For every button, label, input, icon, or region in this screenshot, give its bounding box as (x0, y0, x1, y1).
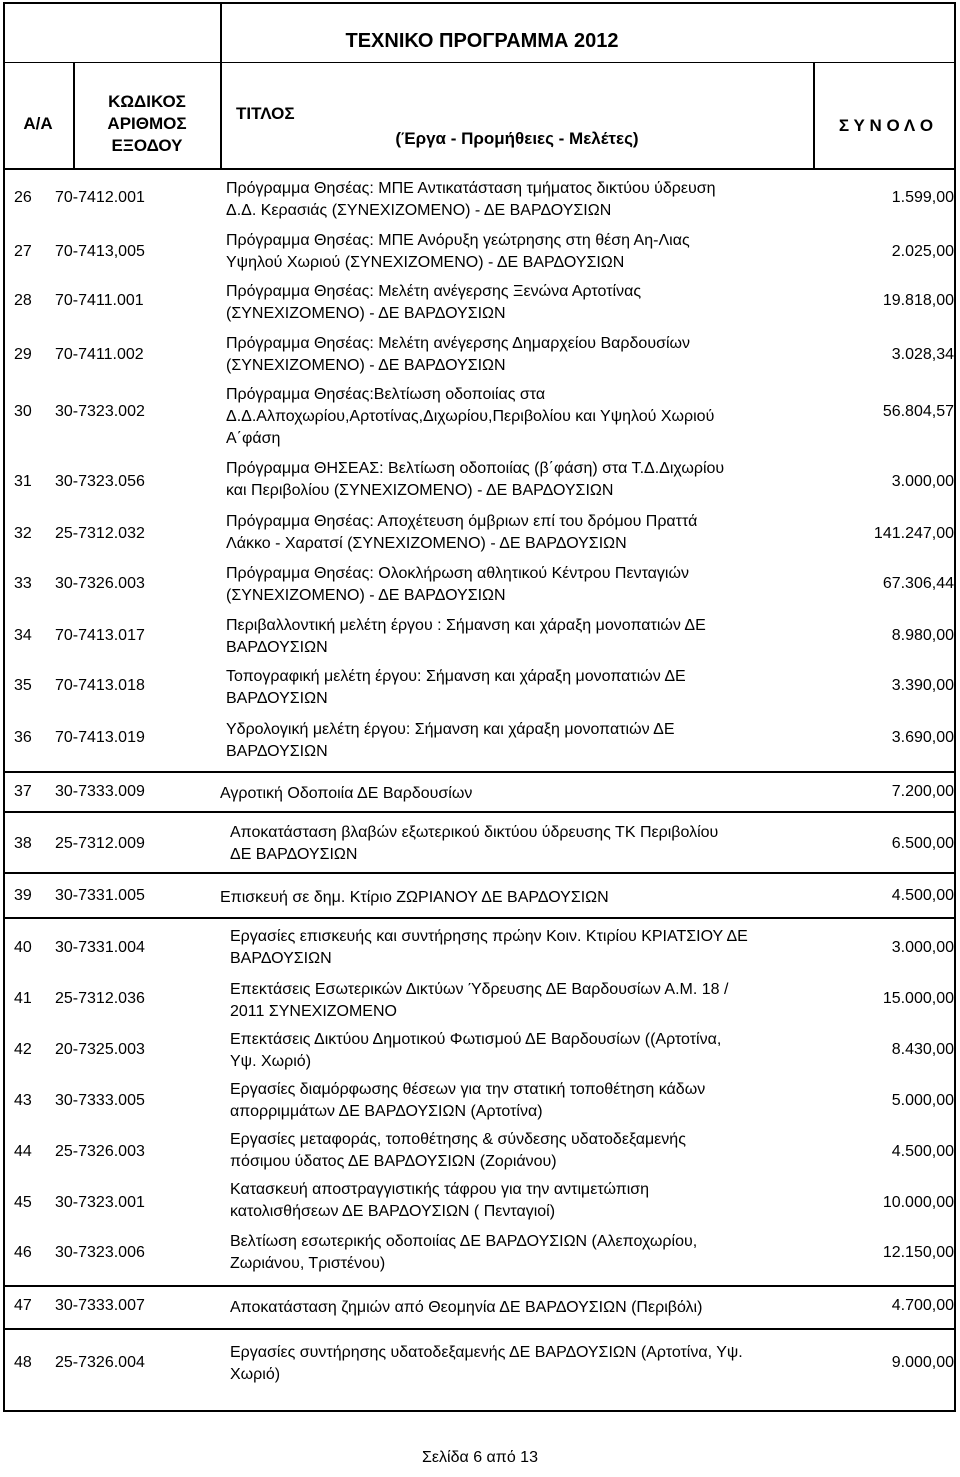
row-code: 25-7326.003 (55, 1143, 145, 1160)
row-separator (3, 811, 956, 813)
row-description (226, 511, 697, 555)
row-number: 26 (14, 189, 32, 206)
row-description-line: Αποκατάσταση ζημιών από Θεομηνία ΔΕ ΒΑΡΔΟΥΣΙΩΝ (Περιβόλι) (230, 1299, 703, 1316)
row-code: 25-7312.009 (55, 835, 145, 852)
row-description-line: Τοπογραφική μελέτη έργου: Σήμανση και χάραξη μονοπατιών ΔΕ (226, 667, 686, 685)
row-amount: 8.430,00 (891, 1041, 954, 1058)
row-description (226, 458, 724, 502)
row-description-line: ΒΑΡΔΟΥΣΙΩΝ (226, 689, 328, 707)
row-amount: 4.500,00 (891, 887, 954, 904)
row-description-line: πόσιμου ύδατος ΔΕ ΒΑΡΔΟΥΣΙΩΝ (Ζοριάνου) (230, 1153, 557, 1170)
row-description-line: Ζωριάνου, Τριστένου) (230, 1255, 386, 1272)
row-number: 45 (14, 1194, 32, 1211)
row-code: 25-7312.032 (55, 525, 145, 542)
row-number: 43 (14, 1092, 32, 1109)
row-description-line: (ΣΥΝΕΧΙΖΟΜΕΝΟ) - ΔΕ ΒΑΡΔΟΥΣΙΩΝ (226, 586, 506, 604)
page-title: ΤΕΧΝΙΚΟ ΠΡΟΓΡΑΜΜΑ 2012 (345, 30, 619, 52)
row-description (230, 926, 748, 970)
row-description-line: Αγροτική Οδοποιία ΔΕ Βαρδουσίων (220, 785, 473, 802)
row-description-line: Επεκτάσεις Δικτύου Δημοτικού Φωτισμού ΔΕ Βαρδουσίων ((Αρτοτίνα, (230, 1031, 722, 1048)
col-sep-1 (73, 62, 75, 169)
row-separator (3, 1328, 956, 1330)
row-code: 30-7333.007 (55, 1297, 145, 1314)
row-amount: 12.150,00 (882, 1244, 954, 1261)
row-description-line: Κατασκευή αποστραγγιστικής τάφρου για την αντιμετώπιση (230, 1181, 650, 1198)
header-title: ΤΙΤΛΟΣ (236, 104, 295, 123)
row-code: 30-7326.003 (55, 575, 145, 592)
row-code: 30-7331.004 (55, 939, 145, 956)
row-description (226, 563, 689, 607)
row-description (230, 1179, 649, 1223)
row-number: 40 (14, 939, 32, 956)
row-description-line: Εργασίες διαμόρφωσης θέσεων για την στατική τοποθέτηση κάδων (230, 1081, 706, 1098)
row-amount: 1.599,00 (891, 189, 954, 206)
row-amount: 5.000,00 (891, 1092, 954, 1109)
row-description-line: ΔΕ ΒΑΡΔΟΥΣΙΩΝ (230, 846, 358, 863)
row-number: 33 (14, 575, 32, 592)
row-description-line: Πρόγραμμα ΘΗΣΕΑΣ: Βελτίωση οδοποιίας (β΄φάση) στα Τ.Δ.Διχωρίου (226, 460, 725, 477)
row-description-line: Πρόγραμμα Θησέας: Μελέτη ανέγερσης Ξενώνα Αρτοτίνας (226, 283, 642, 300)
row-code: 30-7323.006 (55, 1244, 145, 1261)
row-description-line: Υψ. Χωριό) (230, 1053, 312, 1070)
row-description-line: Λάκκο - Χαρατσί (ΣΥΝΕΧΙΖΟΜΕΝΟ) - ΔΕ ΒΑΡΔΟΥΣΙΩΝ (226, 535, 627, 552)
row-description (230, 1079, 705, 1123)
header-code: ΚΩΔΙΚΟΣ ΑΡΙΘΜΟΣ ΕΞΟΔΟΥ (107, 92, 187, 155)
row-description-line: Πρόγραμμα Θησέας: Αποχέτευση όμβριων επί του δρόμου Πραττά (226, 513, 698, 530)
row-amount: 3.690,00 (891, 729, 954, 746)
row-description (226, 719, 675, 763)
header-aa: Α/Α (23, 114, 53, 133)
row-description-line: Δ.Δ.Αλποχωρίου,Αρτοτίνας,Διχωρίου,Περιβολίου και Υψηλού Χωριού (226, 408, 715, 425)
row-number: 32 (14, 525, 32, 542)
row-amount: 2.025,00 (891, 243, 954, 260)
row-description (220, 783, 472, 805)
row-description (230, 1231, 697, 1275)
row-number: 44 (14, 1143, 32, 1160)
row-description (230, 979, 728, 1023)
row-code: 30-7323.002 (55, 403, 145, 420)
row-amount: 3.028,34 (891, 346, 954, 363)
row-separator (3, 1285, 956, 1287)
row-amount: 7.200,00 (891, 783, 954, 800)
row-code: 30-7333.005 (55, 1092, 145, 1109)
row-number: 36 (14, 729, 32, 746)
row-description-line: Α΄φάση (226, 430, 281, 447)
row-description-line: Υδρολογική μελέτη έργου: Σήμανση και χάραξη μονοπατιών ΔΕ (226, 720, 675, 738)
row-description-line: Δ.Δ. Κερασιάς (ΣΥΝΕΧΙΖΟΜΕΝΟ) - ΔΕ ΒΑΡΔΟΥΣΙΩΝ (226, 202, 612, 219)
row-number: 29 (14, 346, 32, 363)
row-number: 30 (14, 403, 32, 420)
row-number: 47 (14, 1297, 32, 1314)
row-description-line: Υψηλού Χωριού (ΣΥΝΕΧΙΖΟΜΕΝΟ) - ΔΕ ΒΑΡΔΟΥΣΙΩΝ (226, 254, 625, 271)
row-code: 30-7323.056 (55, 473, 145, 490)
row-amount: 56.804,57 (882, 403, 954, 420)
row-description-line: Επισκευή σε δημ. Κτίριο ΖΩΡΙΑΝΟΥ ΔΕ ΒΑΡΔΟΥΣΙΩΝ (220, 889, 609, 906)
header-subtitle: (Έργα - Προμήθειες - Μελέτες) (395, 129, 639, 148)
row-amount: 4.500,00 (891, 1143, 954, 1160)
row-amount: 19.818,00 (882, 292, 954, 309)
row-description-line: 2011 ΣΥΝΕΧΙΖΟΜΕΝΟ (230, 1003, 397, 1020)
row-description (230, 1129, 686, 1173)
row-description-line: Πρόγραμμα Θησέας: ΜΠΕ Ανόρυξη γεώτρησης στη θέση Αη-Λιας (226, 232, 690, 249)
row-number: 37 (14, 783, 32, 800)
row-number: 34 (14, 627, 32, 644)
row-description-line: Πρόγραμμα Θησέας: Ολοκλήρωση αθλητικού Κέντρου Πενταγιών (226, 564, 689, 582)
row-description-line: Αποκατάσταση βλαβών εξωτερικού δικτύου ύδρευσης ΤΚ Περιβολίου (230, 824, 719, 841)
row-amount: 3.390,00 (891, 677, 954, 694)
row-description-line: Εργασίες συντήρησης υδατοδεξαμενής ΔΕ ΒΑΡΔΟΥΣΙΩΝ (Αρτοτίνα, Υψ. (230, 1344, 743, 1361)
row-code: 70-7413.017 (55, 627, 145, 644)
row-amount: 67.306,44 (882, 575, 954, 592)
row-number: 35 (14, 677, 32, 694)
row-description-line: Επεκτάσεις Εσωτερικών Δικτύων Ύδρευσης ΔΕ Βαρδουσίων Α.Μ. 18 / (230, 981, 729, 998)
row-description-line: Χωριό) (230, 1366, 281, 1383)
row-code: 70-7413.018 (55, 677, 145, 694)
row-amount: 9.000,00 (891, 1354, 954, 1371)
col-sep-3 (813, 62, 815, 169)
row-amount: 8.980,00 (891, 627, 954, 644)
row-code: 30-7331.005 (55, 887, 145, 904)
row-number: 39 (14, 887, 32, 904)
row-description (226, 384, 714, 450)
row-separator (3, 872, 956, 874)
row-amount: 4.700,00 (891, 1297, 954, 1314)
row-code: 70-7411.001 (55, 292, 144, 309)
row-amount: 3.000,00 (891, 939, 954, 956)
row-code: 20-7325.003 (55, 1041, 145, 1058)
row-amount: 3.000,00 (891, 473, 954, 490)
row-amount: 10.000,00 (882, 1194, 954, 1211)
row-code: 70-7413,005 (55, 243, 145, 260)
row-code: 25-7312.036 (55, 990, 145, 1007)
row-number: 38 (14, 835, 32, 852)
row-number: 42 (14, 1041, 32, 1058)
row-description-line: Περιβαλλοντική μελέτη έργου : Σήμανση και χάραξη μονοπατιών ΔΕ (226, 616, 706, 634)
row-description-line: Πρόγραμμα Θησέας: ΜΠΕ Αντικατάσταση τμήματος δικτύου ύδρευση (226, 180, 716, 197)
row-number: 28 (14, 292, 32, 309)
page-footer: Σελίδα 6 από 13 (422, 1449, 538, 1466)
row-code: 30-7333.009 (55, 783, 145, 800)
row-description-line: Πρόγραμμα Θησέας:Βελτίωση οδοποιίας στα (226, 386, 546, 403)
row-description-line: απορριμμάτων ΔΕ ΒΑΡΔΟΥΣΙΩΝ (Αρτοτίνα) (230, 1103, 543, 1120)
row-code: 30-7323.001 (55, 1194, 145, 1211)
row-description-line: ΒΑΡΔΟΥΣΙΩΝ (230, 950, 332, 967)
row-amount: 6.500,00 (891, 835, 954, 852)
row-description-line: (ΣΥΝΕΧΙΖΟΜΕΝΟ) - ΔΕ ΒΑΡΔΟΥΣΙΩΝ (226, 357, 506, 374)
row-code: 25-7326.004 (55, 1354, 145, 1371)
row-description-line: κατολισθήσεων ΔΕ ΒΑΡΔΟΥΣΙΩΝ ( Πενταγιοί) (230, 1203, 556, 1220)
row-description (226, 333, 690, 377)
row-description-line: Εργασίες μεταφοράς, τοποθέτησης & σύνδεσης υδατοδεξαμενής (230, 1131, 686, 1148)
row-number: 48 (14, 1354, 32, 1371)
row-description (230, 1029, 721, 1073)
row-description (226, 615, 706, 659)
row-code: 70-7411.002 (55, 346, 144, 363)
row-description-line: Βελτίωση εσωτερικής οδοποιίας ΔΕ ΒΑΡΔΟΥΣΙΩΝ (Αλεποχωρίου, (230, 1233, 698, 1250)
row-description (230, 822, 718, 866)
row-number: 41 (14, 990, 32, 1007)
row-description (226, 666, 686, 710)
row-description (226, 281, 641, 325)
row-description-line: Πρόγραμμα Θησέας: Μελέτη ανέγερσης Δημαρχείου Βαρδουσίων (226, 335, 690, 352)
row-number: 31 (14, 473, 32, 490)
row-description-line: Εργασίες επισκευής και συντήρησης πρώην Κοιν. Κτιρίου ΚΡΙΑΤΣΙΟΥ ΔΕ (230, 928, 748, 945)
row-description-line: (ΣΥΝΕΧΙΖΟΜΕΝΟ) - ΔΕ ΒΑΡΔΟΥΣΙΩΝ (226, 305, 506, 322)
row-description (230, 1297, 702, 1319)
row-code: 70-7412.001 (55, 189, 145, 206)
row-description (226, 230, 690, 274)
row-number: 46 (14, 1244, 32, 1261)
row-code: 70-7413.019 (55, 729, 145, 746)
row-description (220, 887, 609, 909)
row-description (230, 1342, 743, 1386)
header-total: Σ Υ Ν Ο Λ Ο (838, 116, 934, 135)
row-amount: 141.247,00 (873, 525, 954, 542)
row-separator (3, 917, 956, 919)
row-description-line: και Περιβολίου (ΣΥΝΕΧΙΖΟΜΕΝΟ) - ΔΕ ΒΑΡΔΟΥΣΙΩΝ (226, 482, 614, 499)
row-separator (3, 771, 956, 773)
row-number: 27 (14, 243, 32, 260)
row-description (226, 178, 716, 222)
row-description-line: ΒΑΡΔΟΥΣΙΩΝ (226, 638, 328, 656)
row-amount: 15.000,00 (882, 990, 954, 1007)
row-description-line: ΒΑΡΔΟΥΣΙΩΝ (226, 742, 328, 760)
